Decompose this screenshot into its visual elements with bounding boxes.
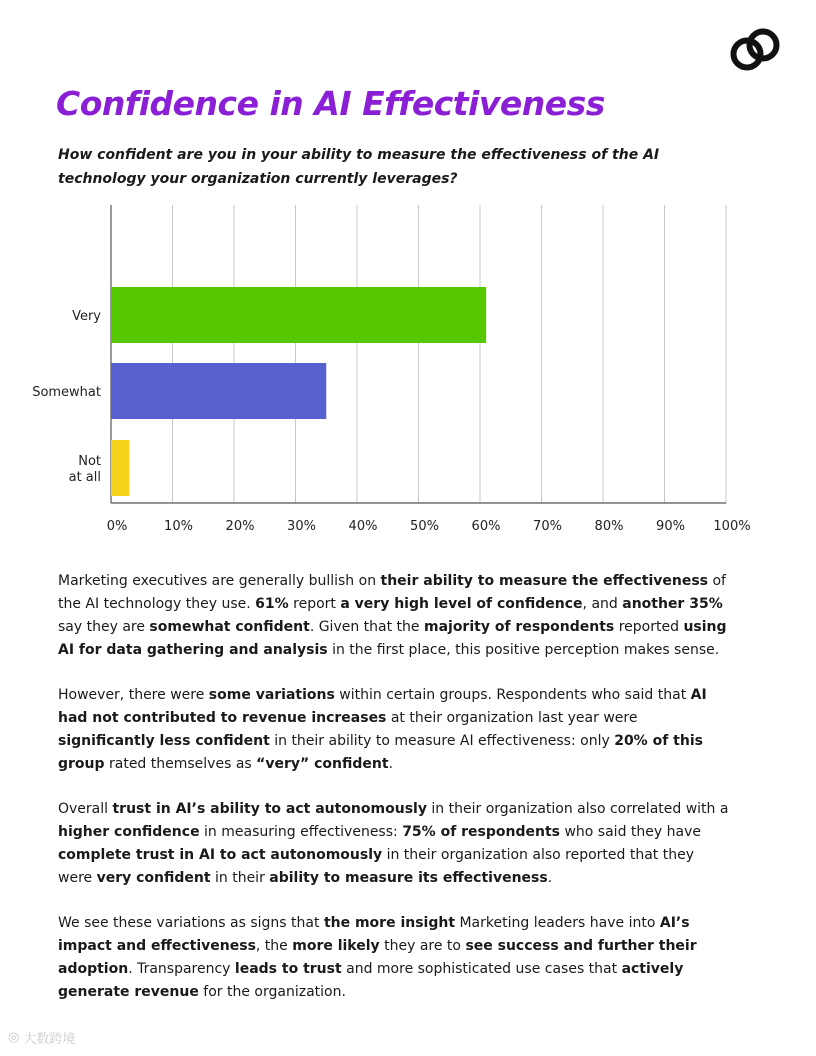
emphasis-text: actively generate revenue xyxy=(58,961,684,1000)
paragraph-text: within certain groups. Respondents who said that xyxy=(334,687,691,703)
emphasis-text: 61% xyxy=(255,596,289,612)
emphasis-text: AI had not contributed to revenue increases xyxy=(58,687,707,726)
paragraph-text: Marketing leaders have into xyxy=(455,915,660,931)
emphasis-text: 75% of respondents xyxy=(402,824,561,840)
paragraph-text: for the organization. xyxy=(198,984,346,1000)
emphasis-text: their ability to measure the effectiveness xyxy=(380,573,708,589)
paragraph xyxy=(58,570,730,662)
emphasis-text: see success and further their adoption xyxy=(58,938,697,977)
x-tick-label: 20% xyxy=(225,519,255,534)
x-tick-label: 30% xyxy=(287,519,316,534)
x-tick-label: 70% xyxy=(533,519,562,534)
emphasis-text: more likely xyxy=(292,938,380,954)
emphasis-text: some variations xyxy=(208,687,335,703)
paragraph-text: and more sophisticated use cases that xyxy=(341,961,622,977)
paragraph-text: Marketing executives are generally bullish on xyxy=(58,573,381,589)
emphasis-text: another 35% xyxy=(622,596,723,612)
paragraph-text: We see these variations as signs that xyxy=(58,915,324,931)
paragraph-text: who said they have xyxy=(560,824,701,840)
watermark-icon: ◎ xyxy=(8,1030,20,1045)
paragraph-text: in their ability to measure AI effectiveness: only xyxy=(269,733,615,749)
paragraph xyxy=(58,912,730,1004)
paragraph-text: in their organization also reported that they were xyxy=(58,847,695,886)
x-tick-label: 100% xyxy=(713,519,751,534)
paragraph-text: report xyxy=(288,596,341,612)
paragraph-text: , and xyxy=(582,596,623,612)
survey-question: How confident are you in your ability to measure the effectiveness of the AI technology your organization currently leverages? xyxy=(58,147,660,187)
paragraph xyxy=(58,684,730,776)
x-tick-label: 90% xyxy=(656,519,685,534)
category-label: Somewhat xyxy=(32,385,101,400)
paragraph-text: at their organization last year were xyxy=(386,710,638,726)
bar-not-at-all xyxy=(111,440,129,496)
x-tick-label: 40% xyxy=(348,519,378,534)
emphasis-text: AI’s impact and effectiveness xyxy=(58,915,690,954)
paragraph-text: in their organization also correlated with a xyxy=(426,801,729,817)
confidence-bar-chart xyxy=(0,195,816,545)
paragraph xyxy=(58,798,730,890)
paragraph-text: rated themselves as xyxy=(104,756,257,772)
paragraph-text: in their xyxy=(210,870,270,886)
paragraph-text: . Given that the xyxy=(309,619,424,635)
emphasis-text: 20% of this group xyxy=(58,733,703,772)
paragraph-text: reported xyxy=(614,619,684,635)
emphasis-text: leads to trust xyxy=(234,961,342,977)
paragraph-text: of the AI technology they use. xyxy=(58,573,726,612)
paragraph-text: However, there were xyxy=(58,687,209,703)
category-label: Not xyxy=(78,454,101,469)
bar-very xyxy=(111,287,486,343)
x-tick-label: 0% xyxy=(106,519,128,534)
emphasis-text: somewhat confident xyxy=(149,619,310,635)
emphasis-text: complete trust in AI to act autonomously xyxy=(58,847,383,863)
bar-somewhat xyxy=(111,363,326,419)
paragraph-text: in measuring effectiveness: xyxy=(199,824,403,840)
emphasis-text: very confident xyxy=(96,870,211,886)
brand-logo-icon xyxy=(728,26,784,74)
watermark xyxy=(8,1028,75,1047)
emphasis-text: higher confidence xyxy=(58,824,200,840)
paragraph-text: Overall xyxy=(58,801,113,817)
paragraph-text: they are to xyxy=(379,938,466,954)
body-text xyxy=(58,570,730,1026)
paragraph-text: say they are xyxy=(58,619,150,635)
emphasis-text: using AI for data gathering and analysis xyxy=(58,619,727,658)
paragraph-text: in the first place, this positive perception makes sense. xyxy=(327,642,720,658)
category-label: at all xyxy=(68,470,101,485)
paragraph-text: . xyxy=(388,756,393,772)
x-tick-label: 80% xyxy=(594,519,624,534)
paragraph-text: . Transparency xyxy=(128,961,235,977)
emphasis-text: majority of respondents xyxy=(423,619,615,635)
watermark-text: 大数跨境 xyxy=(23,1032,76,1047)
emphasis-text: a very high level of confidence xyxy=(340,596,583,612)
x-tick-label: 50% xyxy=(410,519,439,534)
emphasis-text: “very” confident xyxy=(256,756,389,772)
x-tick-label: 60% xyxy=(471,519,501,534)
paragraph-text: , the xyxy=(255,938,293,954)
emphasis-text: ability to measure its effectiveness xyxy=(269,870,548,886)
category-label: Very xyxy=(72,309,101,324)
paragraph-text: . xyxy=(547,870,553,886)
emphasis-text: significantly less confident xyxy=(58,733,270,749)
page-title: Confidence in AI Effectiveness xyxy=(56,84,605,123)
emphasis-text: the more insight xyxy=(323,915,456,931)
emphasis-text: trust in AI’s ability to act autonomously xyxy=(112,801,427,817)
x-tick-label: 10% xyxy=(164,519,193,534)
